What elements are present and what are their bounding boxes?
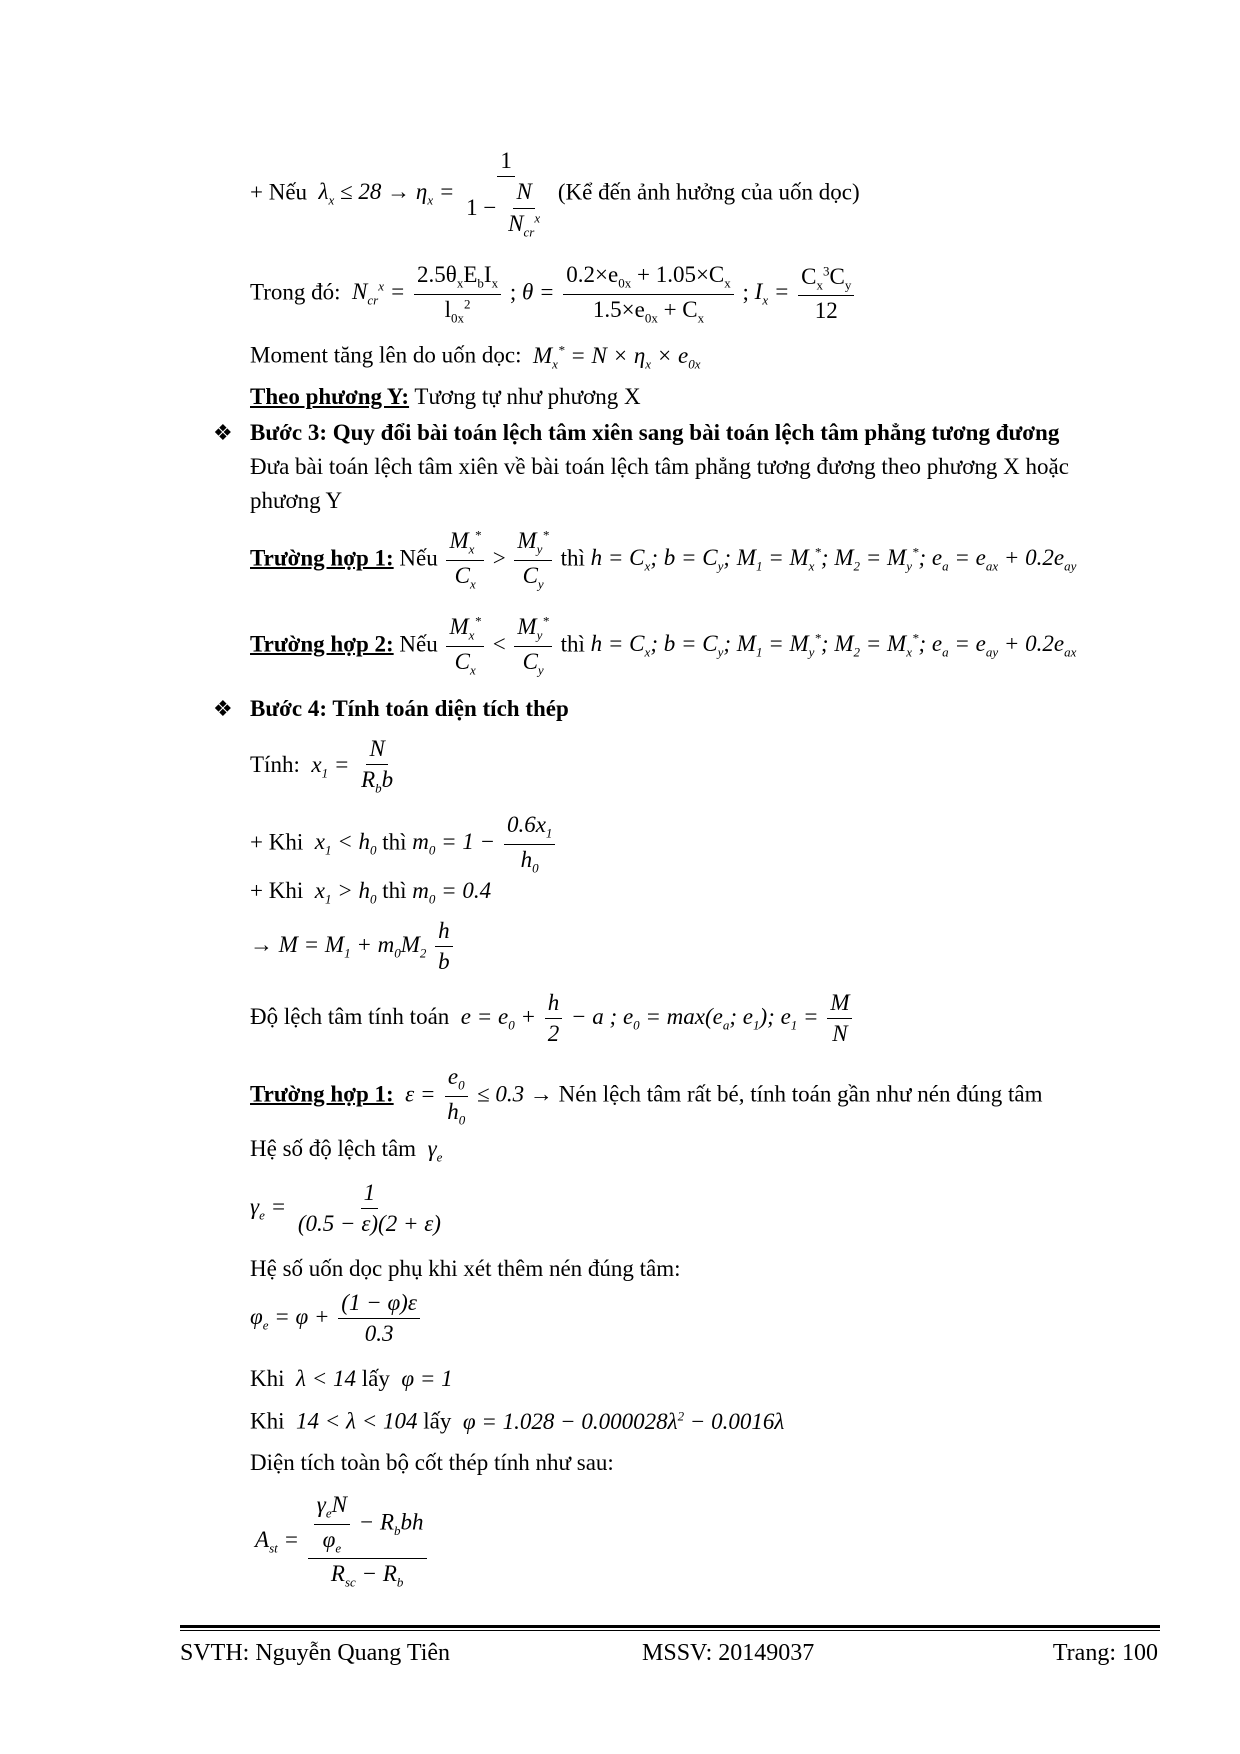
case-eps-text: Nén lệch tâm rất bé, tính toán gần như nén đúng tâm [558, 1081, 1043, 1107]
trong-do-label: Trong đó: [250, 279, 341, 305]
footer-rule-thin [180, 1630, 1160, 1631]
moment-x-label: Moment tăng lên do uốn dọc: [250, 342, 522, 368]
eta-x-formula: + Nếu $\lambda_x \le 28 \to \eta_x$ = 1 1 − $\frac{N}{N_{cr}^x}$ (Kể đến ảnh hưởng của uốn dọc) [250, 148, 860, 240]
step4-title: Bước 4: Tính toán diện tích thép [250, 696, 569, 721]
theo-y-text: Tương tự như phương X [414, 384, 641, 409]
bullet-diamond-icon: ❖ [213, 420, 233, 445]
theo-y-heading: Theo phương Y: [250, 384, 410, 409]
moment-x-line: Moment tăng lên do uốn dọc: $M_x^* = N \times \eta_x \times e_{0x}$ [250, 342, 701, 372]
theo-y-line [250, 384, 641, 410]
eta-x-note: (Kể đến ảnh hưởng của uốn dọc) [557, 179, 860, 205]
step3-line1: Đưa bài toán lệch tâm xiên về bài toán lệch tâm phẳng tương đương theo phương X hoặc [250, 454, 1069, 479]
step3-title: Bước 3: Quy đổi bài toán lệch tâm xiên sang bài toán lệch tâm phẳng tương đương [250, 420, 1060, 445]
ast-formula: $A_{st}$ = $\frac{\gamma_eN}{\varphi_e}$ − $R_bbh$ $R_{sc} - R_b$ [255, 1492, 430, 1591]
he-so-lech-tam: Hệ số độ lệch tâm [250, 1136, 417, 1161]
case2-label: Trường hợp 2: [250, 631, 394, 657]
case2-thi: thì [560, 631, 585, 657]
case1-neu: Nếu [399, 545, 438, 571]
m-formula: → $M = M_1 + m_0M_2$ $\frac{h}{b}$ [250, 918, 456, 976]
eta-x-prefix: + Nếu [250, 179, 308, 205]
phi-case-a: Khi λ < 14 lấy φ = 1 [250, 1366, 453, 1391]
gamma-formula: $\gamma_e$ = $\frac{1}{(0.5 - \varepsilon)(2 + \varepsilon)}$ [250, 1180, 441, 1237]
lay-label: lấy [361, 1366, 390, 1391]
footer-rule [180, 1625, 1160, 1628]
m0-case-a: + Khi $x_1 < h_0$ thì $m_0 = 1$ − $\frac{0.6x_1}{h_0}$ [250, 812, 558, 876]
m0-case-b: + Khi $x_1 > h_0$ thì $m_0 = 0.4$ [250, 878, 492, 907]
x1-formula: Tính: $x_1$ = $\frac{N}{R_bb}$ [250, 736, 394, 797]
footer-mssv: MSSV: 20149037 [642, 1640, 815, 1666]
khi-label: + Khi [250, 878, 304, 903]
tinh-label: Tính: [250, 751, 300, 777]
lay-label: lấy [423, 1408, 452, 1434]
case1-line: Trường hợp 1: Nếu $\frac{M_x^*}{C_x}$ > $\frac{M_y^*}{C_y}$ thì $h = C_x$; $b = C_y$; $M_1 = M_x^*$; $M_2 = M_y^*$; $e_a = e_{ax} + 0.2e_{ay}$ [250, 527, 1077, 592]
bullet-diamond-icon: ❖ [213, 696, 233, 721]
case1-thi: thì [560, 545, 585, 571]
case2-line: Trường hợp 2: Nếu $\frac{M_x^*}{C_x}$ < $\frac{M_y^*}{C_y}$ thì $h = C_x$; $b = C_y$; $M_1 = M_y^*$; $M_2 = M_x^*$; $e_a = e_{ay} + 0.2e_{ax}$ [250, 613, 1077, 678]
khi-label: Khi [250, 1408, 285, 1434]
step3-line2: phương Y [250, 488, 343, 513]
eccentricity-formula: Độ lệch tâm tính toán $e = e_0$ + $\frac{h}{2}$ − a ; $e_0 = \max(e_a$; $e_1$); $e_1$ = $\frac{M}{N}$ [250, 990, 855, 1048]
case1-label: Trường hợp 1: [250, 545, 394, 571]
phi-e-formula: $\varphi_e = \varphi$ + $\frac{(1 - \varphi)\varepsilon}{0.3}$ [250, 1290, 423, 1348]
thi-label: thì [382, 878, 407, 903]
case-eps-label: Trường hợp 1: [250, 1081, 394, 1107]
epsilon-case-line: Trường hợp 1: ε = $\frac{e_0}{h_0}$ ≤ 0.3 → Nén lệch tâm rất bé, tính toán gần như nén đúng tâm [250, 1064, 1043, 1128]
khi-label: + Khi [250, 829, 304, 855]
he-so-uon-doc: Hệ số uốn dọc phụ khi xét thêm nén đúng tâm: [250, 1256, 681, 1281]
dien-tich-label: Diện tích toàn bộ cốt thép tính như sau: [250, 1450, 614, 1475]
do-lech-tam-label: Độ lệch tâm tính toán [250, 1004, 450, 1030]
footer-page: Trang: 100 [1052, 1640, 1158, 1666]
thi-label: thì [382, 829, 407, 855]
phi-case-b: Khi 14 < λ < 104 lấy $\varphi = 1.028 - 0.000028\lambda^2 - 0.0016\lambda$ [250, 1408, 785, 1434]
trong-do-formula: Trong đó: $N_{cr}^x$ = $\frac{2.5\theta_xE_bI_x}{l_{0x}^2}$ ; θ = $\frac{0.2\times e_{0x} + 1.05\times C_x}{1.5\times e_{0x} + C_x}$ ; $I_x$ = $\frac{C_x^3C_y}{12}$ [250, 262, 857, 326]
gamma-label-line: Hệ số độ lệch tâm $\gamma_e$ [250, 1136, 443, 1165]
khi-label: Khi [250, 1366, 285, 1391]
case2-neu: Nếu [399, 631, 438, 657]
footer-student: SVTH: Nguyễn Quang Tiên [180, 1640, 451, 1666]
